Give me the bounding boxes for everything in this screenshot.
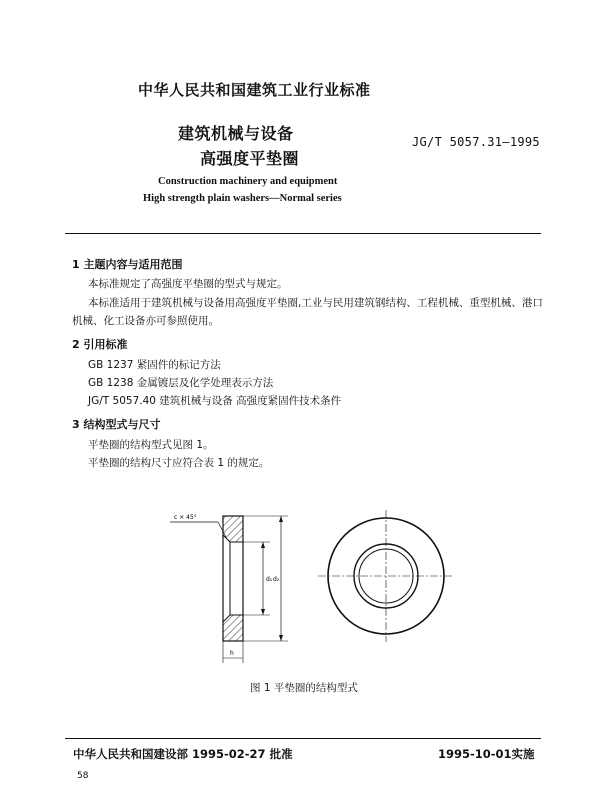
- footer-divider: [65, 738, 541, 739]
- section-1-paragraph: 本标准规定了高强度平垫圈的型式与规定。: [88, 278, 288, 290]
- figure-caption: 图 1 平垫圈的结构型式: [250, 682, 358, 694]
- dimension-d2-label: d₂: [273, 576, 280, 583]
- reference-item: GB 1238 金属镀层及化学处理表示方法: [88, 377, 274, 389]
- document-title-line1: 建筑机械与设备: [178, 124, 294, 143]
- page-number: 58: [77, 771, 89, 781]
- section-3-paragraph: 平垫圈的结构型式见图 1。: [88, 439, 214, 451]
- approval-note: 中华人民共和国建设部 1995-02-27 批准: [73, 747, 293, 761]
- header-divider: [65, 233, 541, 234]
- industry-standard-heading: 中华人民共和国建筑工业行业标准: [138, 81, 371, 99]
- effective-date: 1995-10-01实施: [438, 747, 535, 761]
- section-3-heading: 3 结构型式与尺寸: [72, 418, 161, 431]
- section-3-paragraph: 平垫圈的结构尺寸应符合表 1 的规定。: [88, 457, 270, 469]
- washer-section-view: [170, 514, 288, 663]
- english-title-line1: Construction machinery and equipment: [158, 176, 338, 187]
- standard-number: JG/T 5057.31—1995: [412, 135, 540, 149]
- dimension-d1-label: d₁: [266, 576, 273, 583]
- section-2-heading: 2 引用标准: [72, 338, 128, 351]
- reference-item: JG/T 5057.40 建筑机械与设备 高强度紧固件技术条件: [88, 395, 342, 407]
- washer-drawing: [150, 500, 470, 670]
- english-title-line2: High strength plain washers—Normal series: [143, 193, 342, 204]
- section-1-heading: 1 主题内容与适用范围: [72, 258, 183, 271]
- reference-item: GB 1237 紧固件的标记方法: [88, 359, 221, 371]
- section-1-paragraph: 本标准适用于建筑机械与设备用高强度平垫圈,工业与民用建筑钢结构、工程机械、重型机械、港口: [88, 297, 543, 309]
- washer-plan-view: [318, 510, 454, 642]
- dimension-h-label: h: [230, 650, 234, 657]
- document-title-line2: 高强度平垫圈: [200, 149, 300, 168]
- section-1-paragraph: 机械、化工设备亦可参照使用。: [72, 315, 219, 327]
- chamfer-label: c × 45°: [174, 514, 197, 521]
